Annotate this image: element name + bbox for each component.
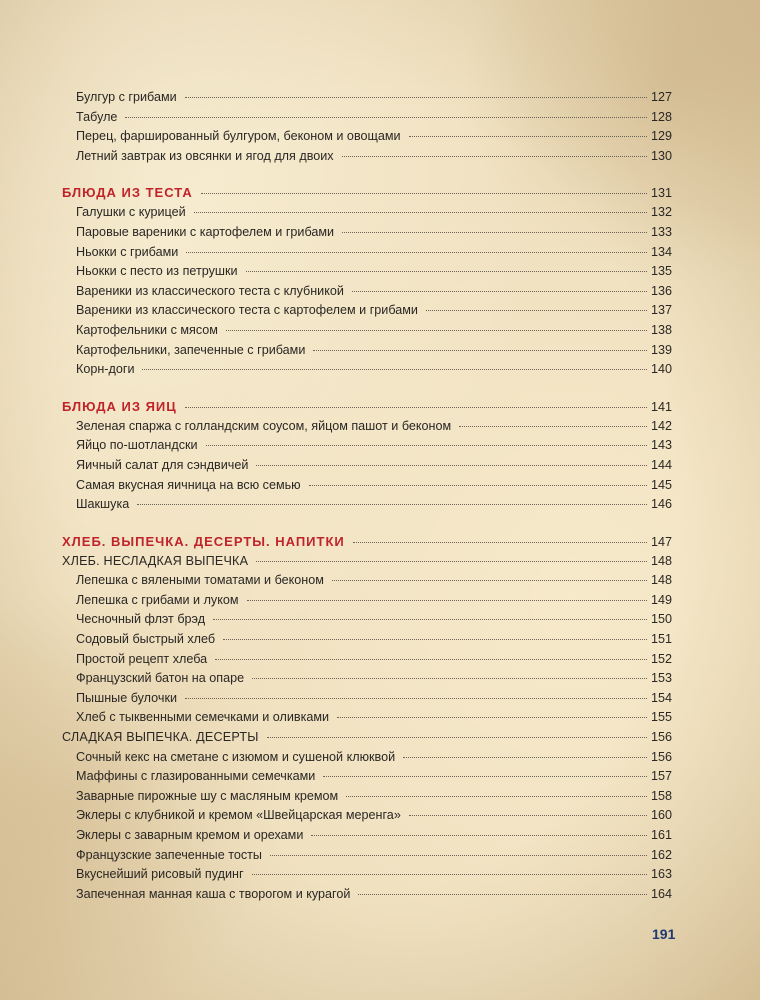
toc-entry <box>62 108 672 128</box>
toc-entry-page: 135 <box>650 264 672 279</box>
toc-entry-title: ХЛЕБ. НЕСЛАДКАЯ ВЫПЕЧКА <box>62 553 249 568</box>
toc-entry-page: 151 <box>650 632 672 647</box>
toc-entry <box>62 223 672 243</box>
dot-leader <box>311 835 647 836</box>
toc-entry-page: 156 <box>650 730 672 745</box>
dot-leader <box>352 291 647 292</box>
dot-leader <box>332 580 647 581</box>
toc-entry-title: Сочный кекс на сметане с изюмом и сушеной клюквой <box>76 749 396 764</box>
toc-entry-title: Хлеб с тыквенными семечками и оливками <box>76 710 330 725</box>
toc-entry-page: 154 <box>650 690 672 705</box>
toc-entry-title: Шакшука <box>76 497 130 512</box>
toc-subsection-heading <box>62 728 672 748</box>
toc-entry <box>62 495 672 515</box>
toc-entry-page: 160 <box>650 808 672 823</box>
toc-entry-page: 161 <box>650 828 672 842</box>
dot-leader <box>358 894 647 895</box>
toc-section-heading <box>62 396 672 417</box>
dot-leader <box>353 542 647 543</box>
toc-entry-title: Ньокки с песто из петрушки <box>76 264 238 279</box>
dot-leader <box>142 369 647 370</box>
toc-entry-title: Запеченная манная каша с творогом и курагой <box>76 886 351 901</box>
toc-entry-title: Зеленая спаржа с голландским соусом, яйцом пашот и беконом <box>76 418 452 433</box>
toc-entry-page: 141 <box>650 399 672 414</box>
toc-entry-title: Летний завтрак из овсянки и ягод для двоих <box>76 148 334 163</box>
dot-leader <box>270 855 647 856</box>
toc-entry-page: 142 <box>650 418 672 433</box>
dot-leader <box>267 737 647 738</box>
dot-leader <box>337 717 647 718</box>
toc-entry-page: 139 <box>650 342 672 357</box>
toc-entry <box>62 203 672 223</box>
dot-leader <box>342 156 647 157</box>
toc-entry <box>62 456 672 476</box>
toc-entry-page: 148 <box>650 573 672 588</box>
toc-entry-page: 129 <box>650 129 672 144</box>
toc-entry-page: 133 <box>650 224 672 239</box>
toc-entry-title: Картофельники с мясом <box>76 322 218 337</box>
toc-entry-title: Вареники из классического теста с картофелем и грибами <box>76 303 418 318</box>
toc-entry <box>62 630 672 650</box>
toc-entry <box>62 806 672 826</box>
page-number: 191 <box>652 926 676 942</box>
toc-entry <box>62 669 672 689</box>
toc-entry-page: 164 <box>650 886 672 901</box>
toc-entry <box>62 846 672 866</box>
toc-entry-page: 152 <box>650 651 672 666</box>
toc-entry-page: 127 <box>650 90 672 104</box>
toc-entry <box>62 650 672 670</box>
toc-entry <box>62 865 672 885</box>
toc-entry-title: Картофельники, запеченные с грибами <box>76 342 306 357</box>
dot-leader <box>201 193 647 194</box>
toc-entry <box>62 610 672 630</box>
toc-entry-page: 162 <box>650 847 672 862</box>
toc-entry <box>62 689 672 709</box>
dot-leader <box>252 678 647 679</box>
section-gap <box>62 380 672 396</box>
dot-leader <box>252 874 647 875</box>
toc-entry-page: 153 <box>650 671 672 686</box>
toc-entry-page: 143 <box>650 438 672 453</box>
dot-leader <box>346 796 647 797</box>
dot-leader <box>125 117 647 118</box>
dot-leader <box>194 212 647 213</box>
toc-entry-title: Вареники из классического теста с клубникой <box>76 283 344 298</box>
dot-leader <box>215 659 647 660</box>
toc-entry-title: Самая вкусная яичница на всю семью <box>76 477 301 492</box>
toc-entry-title: Заварные пирожные шу с масляным кремом <box>76 788 339 803</box>
toc-entry-page: 163 <box>650 867 672 882</box>
toc-entry-title: ХЛЕБ. ВЫПЕЧКА. ДЕСЕРТЫ. НАПИТКИ <box>62 533 345 549</box>
toc-entry <box>62 748 672 768</box>
toc-entry <box>62 708 672 728</box>
toc-entry <box>62 591 672 611</box>
toc-entry-page: 137 <box>650 303 672 318</box>
toc-entry-title: Паровые вареники с картофелем и грибами <box>76 224 335 239</box>
dot-leader <box>409 136 647 137</box>
toc-entry-title: Яичный салат для сэндвичей <box>76 457 249 472</box>
toc-entry <box>62 417 672 437</box>
dot-leader <box>309 485 647 486</box>
toc-entry-page: 158 <box>650 788 672 803</box>
toc-entry-title: БЛЮДА ИЗ ТЕСТА <box>62 185 193 201</box>
dot-leader <box>213 619 647 620</box>
toc-entry-page: 134 <box>650 244 672 259</box>
dot-leader <box>246 271 647 272</box>
toc-entry-page: 148 <box>650 553 672 568</box>
toc-entry <box>62 360 672 380</box>
dot-leader <box>247 600 647 601</box>
toc-entry-title: Маффины с глазированными семечками <box>76 769 316 784</box>
toc-entry <box>62 787 672 807</box>
section-gap <box>62 515 672 531</box>
toc-entry <box>62 147 672 167</box>
toc-entry <box>62 262 672 282</box>
toc-entry-page: 131 <box>650 186 672 201</box>
toc-entry-page: 128 <box>650 109 672 124</box>
toc-entry <box>62 885 672 905</box>
toc-entry <box>62 301 672 321</box>
dot-leader <box>185 407 647 408</box>
dot-leader <box>186 252 647 253</box>
toc-entry <box>62 436 672 456</box>
toc-entry <box>62 282 672 302</box>
toc-entry-title: Булгур с грибами <box>76 90 177 104</box>
toc-entry <box>62 341 672 361</box>
toc-entry-page: 136 <box>650 283 672 298</box>
toc-entry-title: Эклеры с заварным кремом и орехами <box>76 828 304 842</box>
toc-entry <box>62 243 672 263</box>
toc-entry-page: 145 <box>650 477 672 492</box>
toc-entry-title: Яйцо по-шотландски <box>76 438 198 453</box>
toc-entry-page: 156 <box>650 749 672 764</box>
dot-leader <box>313 350 647 351</box>
toc-entry-title: Галушки с курицей <box>76 205 186 220</box>
toc-entry <box>62 321 672 341</box>
toc-entry-page: 144 <box>650 457 672 472</box>
toc-entry <box>62 767 672 787</box>
toc-entry-page: 157 <box>650 769 672 784</box>
toc-section-heading <box>62 182 672 203</box>
toc-entry-title: Перец, фаршированный булгуром, беконом и овощами <box>76 129 401 144</box>
dot-leader <box>223 639 647 640</box>
dot-leader <box>256 561 647 562</box>
toc-entry <box>62 127 672 147</box>
toc-entry-page: 130 <box>650 148 672 163</box>
dot-leader <box>256 465 647 466</box>
toc-entry-title: Ньокки с грибами <box>76 244 179 259</box>
toc-entry-title: БЛЮДА ИЗ ЯИЦ <box>62 398 177 414</box>
toc-subsection-heading <box>62 552 672 572</box>
toc-entry-title: Корн-доги <box>76 362 135 377</box>
dot-leader <box>323 776 647 777</box>
toc-entry-title: Лепешка с вялеными томатами и беконом <box>76 573 324 588</box>
toc-entry-page: 140 <box>650 362 672 377</box>
toc-entry-page: 149 <box>650 592 672 607</box>
dot-leader <box>459 426 647 427</box>
toc-entry-title: Пышные булочки <box>76 690 177 705</box>
dot-leader <box>185 97 647 98</box>
toc-entry-title: Простой рецепт хлеба <box>76 651 208 666</box>
toc-entry-title: Содовый быстрый хлеб <box>76 632 216 647</box>
dot-leader <box>185 698 647 699</box>
toc-entry-page: 150 <box>650 612 672 627</box>
dot-leader <box>409 815 647 816</box>
toc-entry-title: Эклеры с клубникой и кремом «Швейцарская меренга» <box>76 808 401 823</box>
toc-entry <box>62 88 672 108</box>
toc-entry-page: 146 <box>650 497 672 512</box>
toc-entry-page: 147 <box>650 534 672 549</box>
toc-entry-page: 138 <box>650 322 672 337</box>
toc-entry-page: 155 <box>650 710 672 725</box>
toc-entry-title: Чесночный флэт брэд <box>76 612 206 627</box>
toc-entry <box>62 476 672 496</box>
toc-entry-title: Французские запеченные тосты <box>76 847 262 862</box>
dot-leader <box>403 757 647 758</box>
toc-entry <box>62 826 672 846</box>
toc-entry <box>62 571 672 591</box>
toc-entry-title: Табуле <box>76 109 118 124</box>
dot-leader <box>426 310 647 311</box>
toc-entry-title: Французский батон на опаре <box>76 671 245 686</box>
section-gap <box>62 166 672 182</box>
dot-leader <box>226 330 647 331</box>
dot-leader <box>137 504 647 505</box>
toc-entry-title: Вкуснейший рисовый пудинг <box>76 867 244 882</box>
toc-entry-title: СЛАДКАЯ ВЫПЕЧКА. ДЕСЕРТЫ <box>62 730 259 745</box>
toc-entry-page: 132 <box>650 205 672 220</box>
table-of-contents <box>62 88 672 904</box>
toc-entry-title: Лепешка с грибами и луком <box>76 592 239 607</box>
dot-leader <box>206 445 647 446</box>
dot-leader <box>342 232 647 233</box>
toc-section-heading <box>62 531 672 552</box>
